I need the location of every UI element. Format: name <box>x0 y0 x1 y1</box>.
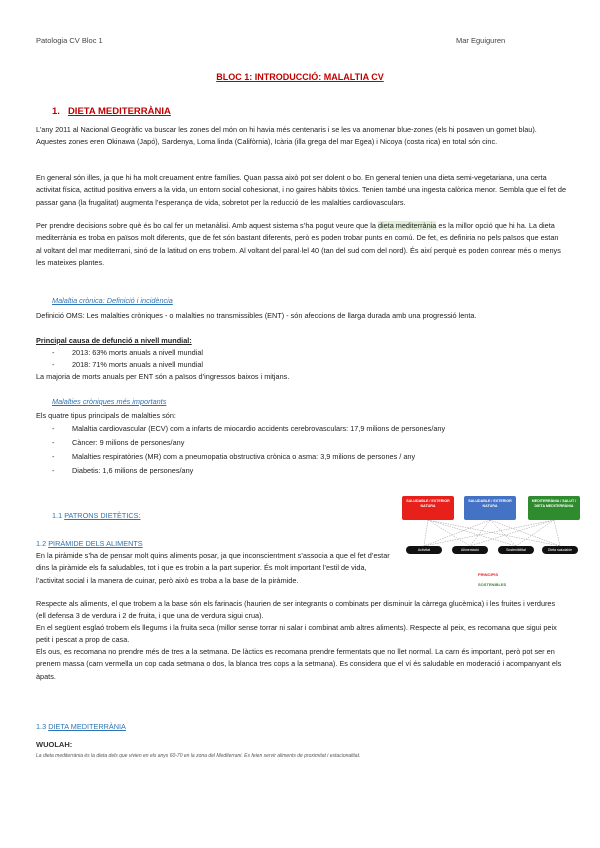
list-item-text: Càncer: 9 milions de persones/any <box>72 438 185 447</box>
subheading-chronic: Malaltia crònica: Definició i incidència <box>52 296 173 305</box>
subsection-number: 1.2 <box>36 539 47 548</box>
subsection-title: DIETA MEDITERRÀNIA <box>48 722 126 731</box>
header-left: Patologia CV Bloc 1 <box>36 36 103 45</box>
list-item-text: Malalties respiratòries (MR) com a pneumopatia obstructiva crònica o asma: 3,9 milions de persones / any <box>72 452 416 461</box>
subsection-title: PIRÀMIDE DELS ALIMENTS <box>48 539 143 548</box>
footnote: La dieta mediterrània és la dieta dels que vivien en els anys 60-70 en la zona del Mediterrani. Es feien servir aliments de proximitat i estacionalitat. <box>36 753 361 759</box>
diagram-pill: Alimentació <box>452 546 488 554</box>
list-item-text: Diabetis: 1,6 milions de persones/any <box>72 466 194 475</box>
diagram-pill: Dieta saludable <box>542 546 578 554</box>
dietary-patterns-diagram <box>398 496 584 596</box>
list-item-text: Malaltia cardiovascular (ECV) com a infarts de miocardio accidents cerebrovasculars: 17,9 milions de persones/any <box>72 424 446 433</box>
list-item: - Malaltia cardiovascular (ECV) com a infarts de miocardio accidents cerebrovasculars: 17,9 milions de persones/any <box>52 424 446 433</box>
list-item: - Malalties respiratòries (MR) com a pneumopatia obstructiva crònica o asma: 3,9 milions de persones / any <box>52 452 416 461</box>
subheading-important: Malalties cròniques més importants <box>52 397 167 406</box>
diagram-pill: Activitat <box>406 546 442 554</box>
list-item-text: 2018: 71% morts anuals a nivell mundial <box>72 360 204 369</box>
paragraph-piramide: En la piràmide s’ha de pensar molt quins aliments posar, ja que inconscientment s’associa a que el fet d’estar dins la piràmide els fa saludables, tot i que es trobin a la part superior. És molt important l’estil de vida, l’activitat social i la manera de cuinar, però això es troba a la base de la piràmide. <box>36 551 390 585</box>
paragraph-ous: Els ous, es recomana no prendre més de tres a la setmana. De làctics es recomana prendre fermentats que no llet normal. La carn és important, però pot ser en prenem massa (carn vermella un cop cada setmana o dos, la blanca tres cops a la setmana). Es considera que el ví és saludable en moderació i acompanyant els àpats. <box>36 647 562 681</box>
paragraph-blue-zones: L’any 2011 al Nacional Geogràfic va buscar les zones del món on hi havia més centenaris i se les va anomenar blue-zones (els hi posaven un gomet blau). Aquestes zones eren Okinawa (Japó), Sardenya, Loma linda (Califòrnia), Icària (illa grega del mar Egea) i Nicoya (costa rica) en total són cinc. <box>36 125 537 147</box>
paragraph-islands: En general són illes, ja que hi ha molt creuament entre famílies. Quan passa això pot ser dolent o bo. En general tenien una dieta semi-vegetariana, una certa activitat física, actitud positiva envers a la vida, un entorn social cohesionat, i no gaires hàbits tòxics. Tenien també una ingesta calòrica menor. Sembla que el fet de passar gana (la frugalitat) augmenta l’esperança de vida, sobretot per la reducció de les malalties cardiovasculars. <box>36 173 567 207</box>
diagram-label-green: SOSTENIBLES <box>478 582 507 587</box>
paragraph-metanalisi <box>36 220 566 269</box>
paragraph-majoria: La majoria de morts anuals per ENT són a països d’ingressos baixos i mitjans. <box>36 372 290 381</box>
section-title: DIETA MEDITERRÀNIA <box>67 106 171 117</box>
subsection-heading <box>36 539 143 548</box>
wuolah-label: WUOLAH: <box>36 740 73 749</box>
subsection-heading <box>36 722 126 731</box>
page-title: BLOC 1: INTRODUCCIÓ: MALALTIA CV <box>216 72 384 82</box>
paragraph-text: es la millor opció que hi ha. La dieta mediterrània es troba en països molt diferents, que de fet són bastant diferents, però es poden trobar punts en comú. De fet, es definiria no pels països que estan al voltant del mar mediterrani, sinó de la latitud on ens trobem. Al voltant del paral·lel 40 (tan del sud com del nord). És així perquè es poden conrear més o menys les mateixes plantes. <box>36 221 561 267</box>
header-right: Mar Eguiguren <box>456 36 506 45</box>
paragraph-text: Per prendre decisions sobre què és bo cal fer un metanàlisi. Amb aquest sistema s’ha pogut veure que la <box>36 221 378 230</box>
section-number: 1. <box>52 106 60 117</box>
list-item: - Diabetis: 1,6 milions de persones/any <box>52 466 194 475</box>
list-item: - 2013: 63% morts anuals a nivell mundial <box>52 348 204 357</box>
subsection-heading <box>52 511 141 520</box>
list-item-text: 2013: 63% morts anuals a nivell mundial <box>72 348 204 357</box>
section-heading <box>52 106 171 117</box>
list-item: - 2018: 71% morts anuals a nivell mundial <box>52 360 204 369</box>
subsection-title: PATRONS DIETÈTICS: <box>64 511 141 520</box>
principal-cause: Principal causa de defunció a nivell mundial: <box>36 336 192 345</box>
subsection-number: 1.3 <box>36 722 47 731</box>
paragraph-aliments: Respecte als aliments, el que trobem a la base són els farinacis (haurien de ser integrants o combinats per disminuir la càrrega glucèmica) i les fruites i verdures (ell defensa 3 de verdura i 2 de fruita, i que una de verdura sigui crua). <box>36 599 556 621</box>
list-item: - Càncer: 9 milions de persones/any <box>52 438 185 447</box>
definition-paragraph: Definició OMS: Les malalties cròniques - o malalties no transmissibles (ENT) - són afeccions de llarga durada amb una progressió lenta. <box>36 311 477 320</box>
diagram-box-red: SALUDABLE / EXTERIOR NATURA <box>402 496 454 520</box>
subsection-number: 1.1 <box>52 511 63 520</box>
diagram-pill: Sostenibilitat <box>498 546 534 554</box>
paragraph-quatre: Els quatre tipus principals de malalties són: <box>36 411 176 420</box>
diagram-box-green: MEDITERRÀNIA / SALUT / DIETA MEDITERRÀNIA <box>528 496 580 520</box>
highlighted-text: dieta mediterrània <box>377 221 437 230</box>
diagram-label-red: PRINCIPIS <box>478 572 499 577</box>
paragraph-esglao: En el següent esglaó trobem els llegums i la fruita seca (millor sense torrar ni salar i combinat amb altres aliments). Respecte al peix, es recomana que sigui peix petit i pescat a prop de casa. <box>36 623 557 645</box>
diagram-box-blue: SALUDABLE / EXTERIOR NATURA <box>464 496 516 520</box>
